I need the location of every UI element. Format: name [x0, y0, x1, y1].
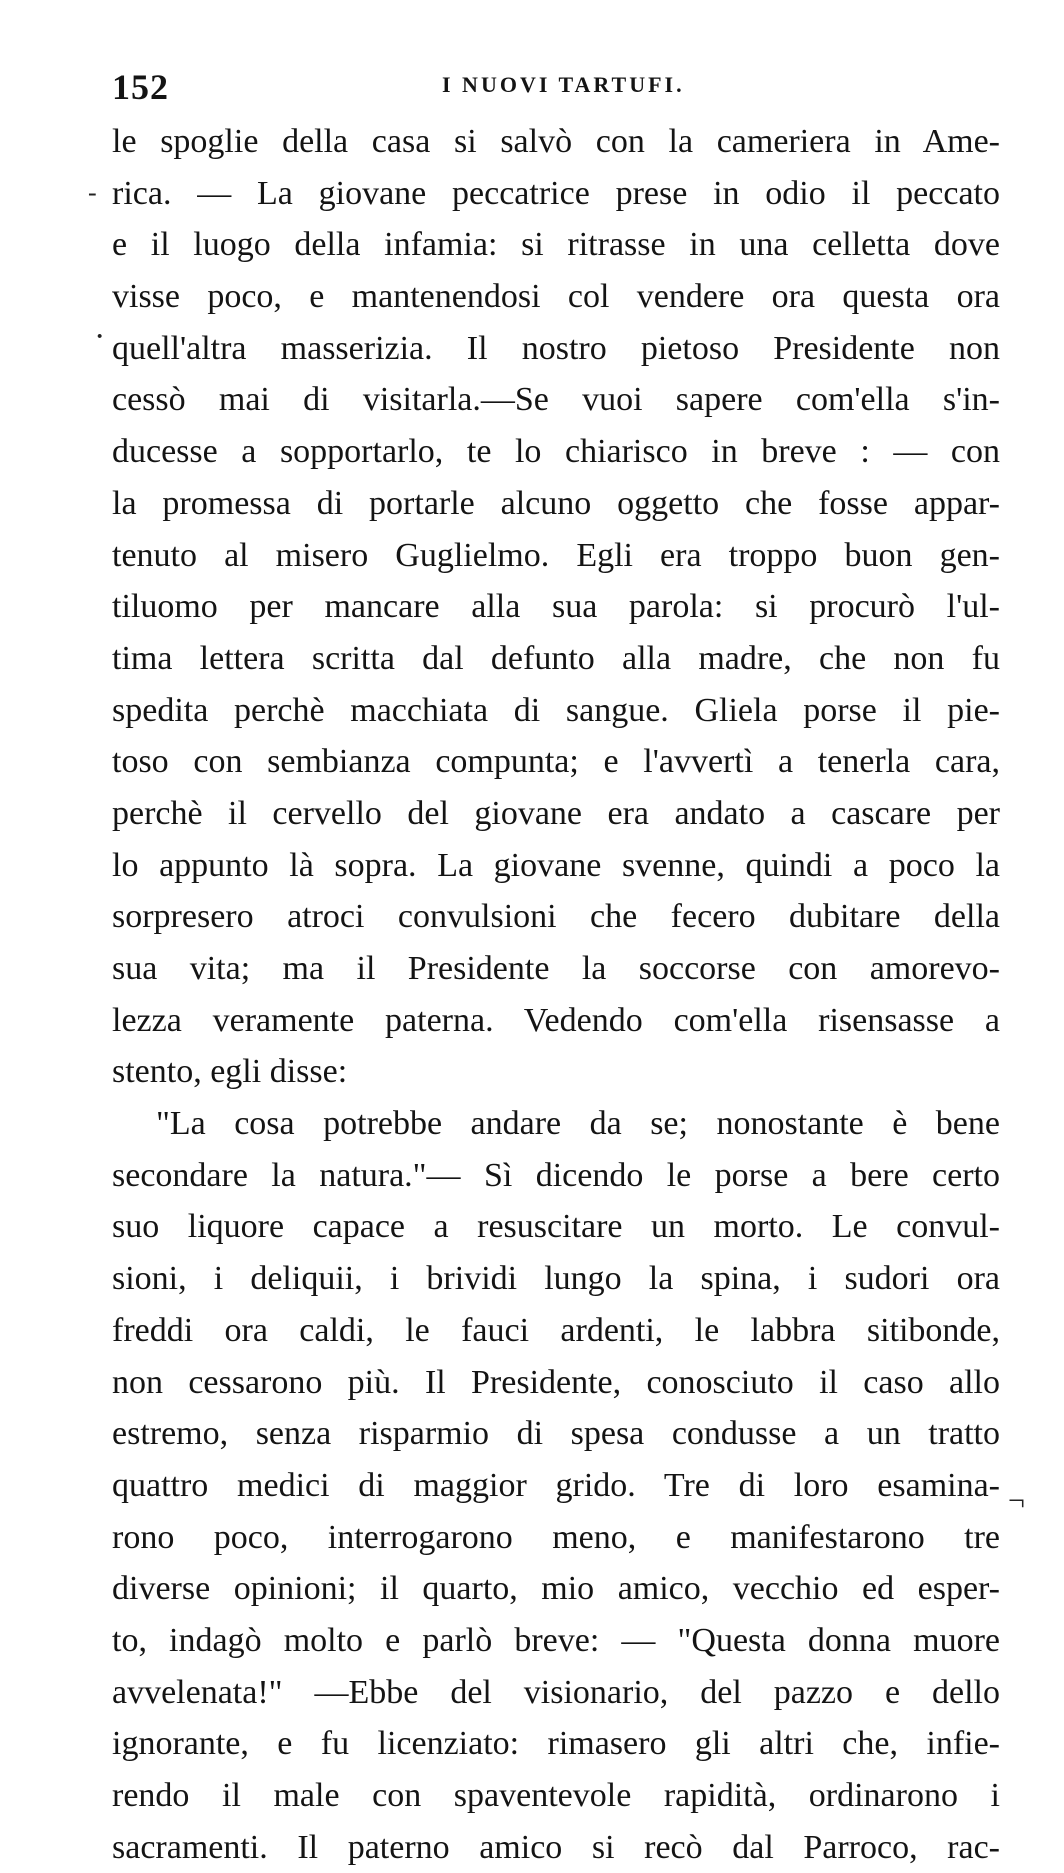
margin-dash-mark: -	[88, 178, 97, 207]
text-line-14: perchè il cervello del giovane era andato a cascare per	[112, 794, 1000, 832]
text-line-30: to, indagò molto e parlò breve: — "Questa donna muore	[112, 1621, 1000, 1659]
text-line-15: lo appunto là sopra. La giovane svenne, quindi a poco la	[112, 846, 1000, 884]
text-line-26: estremo, senza risparmio di spesa condusse a un tratto	[112, 1415, 1000, 1453]
text-line-5: quell'altra masserizia. Il nostro pietoso Presidente non	[112, 329, 1000, 367]
text-line-18: lezza veramente paterna. Vedendo com'ella risensasse a	[112, 1001, 1000, 1039]
text-line-20: "La cosa potrebbe andare da se; nonostante è bene	[156, 1105, 1000, 1143]
text-line-16: sorpresero atroci convulsioni che fecero dubitare della	[112, 898, 1000, 936]
text-line-17: sua vita; ma il Presidente la soccorse con amorevo-	[112, 950, 1000, 987]
text-line-29: diverse opinioni; il quarto, mio amico, vecchio ed esper-	[112, 1570, 1000, 1608]
text-line-23: sioni, i deliquii, i brividi lungo la spina, i sudori ora	[112, 1260, 1000, 1298]
text-line-9: tenuto al misero Guglielmo. Egli era troppo buon gen-	[112, 536, 1000, 574]
page-number: 152	[112, 67, 169, 107]
text-line-8: la promessa di portarle alcuno oggetto che fosse appar-	[112, 484, 1000, 522]
text-line-27: quattro medici di maggior grido. Tre di loro esamina-	[112, 1466, 1000, 1504]
text-line-12: spedita perchè macchiata di sangue. Gliela porse il pie-	[112, 691, 1000, 729]
text-line-24: freddi ora caldi, le fauci ardenti, le labbra sitibonde,	[112, 1311, 1000, 1349]
page-header	[112, 66, 992, 106]
text-line-28: rono poco, interrogarono meno, e manifestarono tre	[112, 1518, 1000, 1556]
text-line-4: visse poco, e mantenendosi col vendere ora questa ora	[112, 278, 1000, 316]
margin-right-mark: ¬	[1008, 1484, 1025, 1517]
text-line-3: e il luogo della infamia: si ritrasse in una celletta dove	[112, 226, 1000, 264]
text-line-1: le spoglie della casa si salvò con la cameriera in Ame-	[112, 123, 1000, 160]
text-line-34: sacramenti. Il paterno amico si recò dal Parroco, rac-	[112, 1828, 1000, 1866]
text-line-6: cessò mai di visitarla.—Se vuoi sapere com'ella s'in-	[112, 381, 1000, 419]
text-line-11: tima lettera scritta dal defunto alla madre, che non fu	[112, 639, 1000, 677]
text-line-2: rica. — La giovane peccatrice prese in odio il peccato	[112, 174, 1000, 212]
text-line-22: suo liquore capace a resuscitare un morto. Le convul-	[112, 1208, 1000, 1246]
text-line-13: toso con sembianza compunta; e l'avvertì a tenerla cara,	[112, 743, 1000, 781]
text-line-25: non cessarono più. Il Presidente, conosciuto il caso allo	[112, 1363, 1000, 1401]
text-line-33: rendo il male con spaventevole rapidità, ordinarono i	[112, 1777, 1000, 1814]
text-line-21: secondare la natura."— Sì dicendo le porse a bere certo	[112, 1156, 1000, 1194]
text-line-7: ducesse a sopportarlo, te lo chiarisco in breve : — con	[112, 433, 1000, 471]
text-line-32: ignorante, e fu licenziato: rimasero gli altri che, infie-	[112, 1725, 1000, 1763]
text-line-19: stento, egli disse:	[112, 1053, 348, 1091]
text-line-31: avvelenata!" —Ebbe del visionario, del pazzo e dello	[112, 1673, 1000, 1711]
text-line-10: tiluomo per mancare alla sua parola: si procurò l'ul-	[112, 588, 1000, 626]
running-title: I NUOVI TARTUFI.	[442, 72, 685, 97]
body-text	[112, 116, 1000, 1873]
margin-dot-mark: ·	[94, 318, 106, 355]
